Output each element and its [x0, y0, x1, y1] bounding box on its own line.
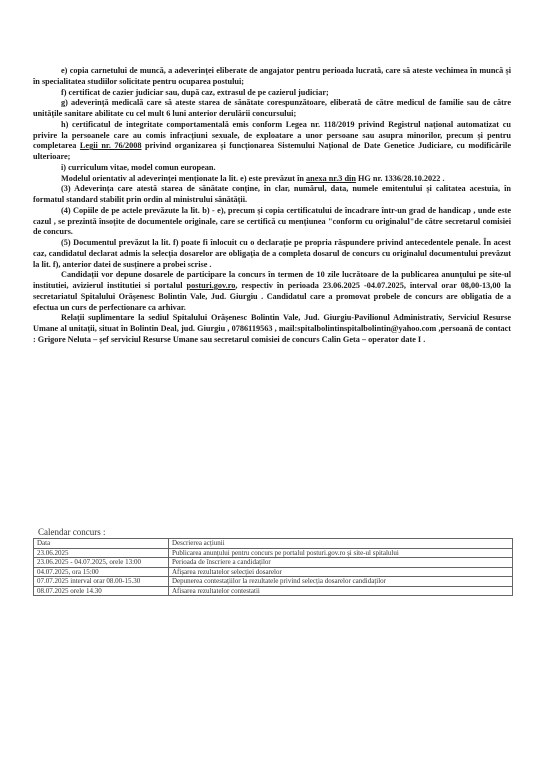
paragraph-5: (5) Documentul prevăzut la lit. f) poate fi înlocuit cu o declarație pe propria răspundere privind antecedentele penale. În acest caz, candidatul declarat admis la selecția dosarelor are obligația de a completa dosarul de concurs cu originalul documentului prevăzut la lit. f), anterior datei de susținere a probei scrise .	[33, 238, 511, 269]
table-header-row	[34, 539, 513, 549]
row-description: Publicarea anunțului pentru concurs pe portalul posturi.gov.ro și site-ul spitalului	[169, 548, 513, 558]
row-date: 07.07.2025 interval orar 08.00-15.30	[34, 577, 169, 587]
item-f: f) certificat de cazier judiciar sau, după caz, extrasul de pe cazierul judiciar;	[61, 87, 329, 97]
table-row	[34, 548, 513, 558]
item-i: i) curriculum vitae, model comun european.	[61, 162, 216, 172]
model-note	[33, 174, 511, 185]
candidates-text: Candidații vor depune dosarele de participare la concurs în termen de 10 zile lucrătoare de la publicarea anunțului pe site-ul institutiei, avizierul institutiei si portalul	[33, 270, 511, 290]
table-row	[34, 577, 513, 587]
annex-3-link[interactable]: anexa nr.3 din	[306, 173, 356, 183]
item-h-text: h) certificatul de integritate comportamentală emis conform Legea nr. 118/2019 privind Registrul național automatizat cu privire la persoanele care au comis infracțiuni sexuale, de exploatare a unor persoane sau asupra minorilor, precum și pentru completarea	[33, 119, 511, 151]
header-date: Data	[34, 539, 169, 549]
posturi-gov-link[interactable]: posturi.gov.ro	[186, 281, 236, 290]
contact-paragraph: Relații suplimentare la sediul Spitalului Orășenesc Bolintin Vale, Jud. Giurgiu-Pavilionul Administrativ, Serviciul Resurse Umane al unitații, situat în Bolintin Deal, jud. Giurgiu , 0786119563 , mail:spitalbolintinspitalbolintin@yahoo.com ,persoană de contact : Grigore Neluta – șef serviciul Resurse Umane sau secretarul comisiei de concurs Calin Geta – operator date I .	[33, 313, 511, 344]
calendar-title: Calendar concurs :	[38, 527, 106, 537]
law-76-2008-link[interactable]: Legii nr. 76/2008	[79, 141, 142, 151]
candidates-paragraph	[33, 270, 511, 313]
model-note-text-end: HG nr. 1336/28.10.2022 .	[355, 173, 445, 183]
item-h	[33, 120, 511, 163]
paragraph-3: (3) Adeverința care atestă starea de sănătate conține, în clar, numărul, data, numele emitentului și calitatea acestuia, în formatul standard stabilit prin ordin al ministrului sănătății.	[33, 184, 511, 204]
item-e: e) copia carnetului de muncă, a adeverinței eliberate de angajator pentru perioada lucrată, care să ateste vechimea în muncă și în specialitatea studiilor solicitate pentru ocuparea postului;	[33, 66, 511, 86]
row-description: Afisarea rezultatelor contestatii	[169, 586, 513, 596]
row-description: Depunerea contestațiilor la rezultatele privind selecția dosarelor candidaților	[169, 577, 513, 587]
candidates-text-end: , respectiv în perioada 23.06.2025 -04.07.2025, interval orar 08,00-13,00 la secretariatul Spitalului Orășenesc Bolintin Vale, Jud. Giurgiu . Candidatul care a promovat probele de concurs are obligatia de a efectua un curs de perfectionare ca arhivar.	[33, 281, 511, 312]
calendar-table	[33, 538, 513, 596]
item-h-text-end: privind organizarea și funcționarea Sistemului Național de Date Genetice Judiciare, cu modificările ulterioare;	[33, 141, 511, 161]
row-date: 23.06.2025	[34, 548, 169, 558]
header-description: Descrierea acțiunii	[169, 539, 513, 549]
model-note-text: Modelul orientativ al adeverinței menționate la lit. e) este prevăzut în	[61, 173, 307, 183]
row-description: Afișarea rezultatelor selecției dosarelor	[169, 567, 513, 577]
row-date: 23.06.2025 - 04.07.2025, orele 13:00	[34, 558, 169, 568]
row-date: 08.07.2025 orele 14.30	[34, 586, 169, 596]
document-body	[33, 66, 511, 346]
row-date: 04.07.2025, ora 15:00	[34, 567, 169, 577]
paragraph-4: (4) Copiile de pe actele prevăzute la lit. b) - e), precum și copia certificatului de încadrare într-un grad de handicap , unde este cazul , se prezintă însoțite de documentele originale, care se certifică cu mențiunea "conform cu originalul"de către secretarul comisiei de concurs.	[33, 205, 511, 237]
table-row	[34, 567, 513, 577]
row-description: Perioada de înscriere a candidaților	[169, 558, 513, 568]
table-row	[34, 586, 513, 596]
table-row	[34, 558, 513, 568]
item-g: g) adeverință medicală care să ateste starea de sănătate corespunzătoare, eliberată de către medicul de familie sau de către unitățile sanitare abilitate cu cel mult 6 luni anterior derulării concursului;	[33, 98, 511, 118]
